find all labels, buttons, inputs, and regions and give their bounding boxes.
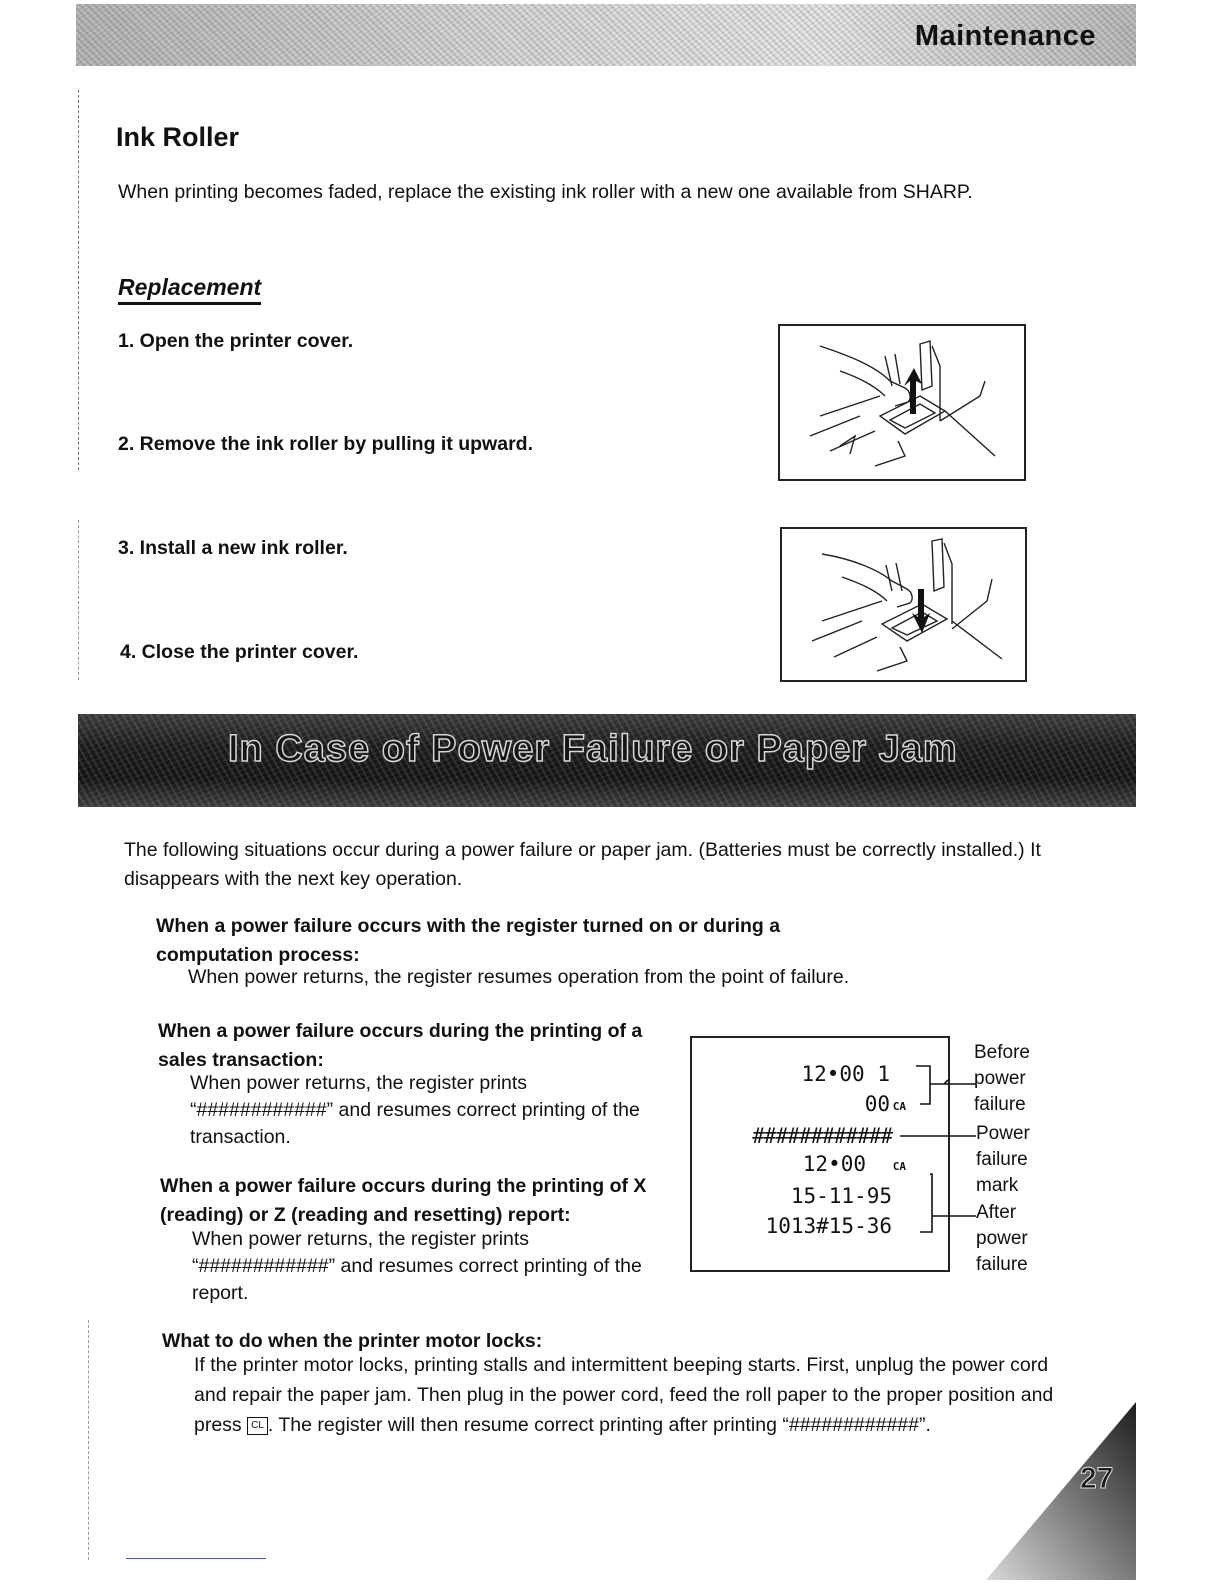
case-computation-body: When power returns, the register resumes operation from the point of failure. <box>188 966 850 988</box>
receipt-mark: CA <box>892 1100 906 1113</box>
receipt-line: 1013#15-36 <box>765 1214 892 1238</box>
receipt-line: 12•00 <box>802 1152 866 1176</box>
install-roller-drawing <box>782 529 1025 680</box>
top-banner <box>76 4 1136 66</box>
motor-lock-text-a: If the printer motor locks, printing stalls and intermittent beeping starts. First, unplug the power cord and repair the paper jam. Then plug in the power cord, feed the roll paper to the proper position and press <box>194 1354 1054 1436</box>
remove-roller-illustration <box>778 324 1026 481</box>
step-3: 3. Install a new ink roller. <box>118 537 348 559</box>
replacement-heading: Replacement <box>118 274 261 305</box>
step-1: 1. Open the printer cover. <box>118 330 354 352</box>
case-sales-body: When power returns, the register prints “############” and resumes correct printing of the transaction. <box>190 1072 640 1148</box>
cl-key-icon: CL <box>247 1417 268 1435</box>
margin-rule <box>78 520 79 680</box>
case-computation-heading: When a power failure occurs with the register turned on or during a computation process: <box>156 915 781 966</box>
ink-roller-intro: When printing becomes faded, replace the existing ink roller with a new one available from SHARP. <box>118 181 973 203</box>
case-report-heading: When a power failure occurs during the printing of X (reading) or Z (reading and resetting) report: <box>160 1175 647 1226</box>
section-banner <box>78 714 1136 807</box>
section-title: In Case of Power Failure or Paper Jam <box>228 728 958 770</box>
section-label: Maintenance <box>914 20 1096 52</box>
step-2: 2. Remove the ink roller by pulling it upward. <box>118 433 533 455</box>
step-4: 4. Close the printer cover. <box>120 641 359 663</box>
receipt-mark: CA <box>892 1160 906 1173</box>
ink-roller-heading: Ink Roller <box>116 122 240 152</box>
callout-after: After power failure <box>976 1202 1028 1275</box>
receipt-brackets <box>900 1036 980 1270</box>
receipt-line: 00 <box>864 1092 890 1116</box>
callout-before: Before power failure <box>974 1042 1030 1115</box>
motor-lock-heading: What to do when the printer motor locks: <box>162 1330 543 1352</box>
case-sales-heading: When a power failure occurs during the printing of a sales transaction: <box>158 1020 643 1071</box>
power-failure-intro: The following situations occur during a power failure or paper jam. (Batteries must be correctly installed.) It disappears with the next key operation. <box>124 839 1041 890</box>
callout-mark: Power failure mark <box>976 1123 1030 1196</box>
page-number: 27 <box>1080 1462 1114 1495</box>
receipt-line: 15-11-95 <box>790 1184 892 1208</box>
remove-roller-drawing <box>780 326 1024 479</box>
install-roller-illustration <box>780 527 1027 682</box>
margin-rule <box>78 90 79 470</box>
case-report-body: When power returns, the register prints “############” and resumes correct printing of the report. <box>192 1228 642 1304</box>
receipt-line: 12•00 1 <box>801 1062 890 1086</box>
receipt-line: ############ <box>752 1124 892 1148</box>
motor-lock-text-b: . The register will then resume correct printing after printing “############”. <box>267 1414 931 1436</box>
footer-rule <box>126 1558 266 1559</box>
motor-lock-body <box>194 1350 1054 1440</box>
page-corner-triangle <box>986 1402 1136 1580</box>
margin-rule <box>88 1320 89 1560</box>
